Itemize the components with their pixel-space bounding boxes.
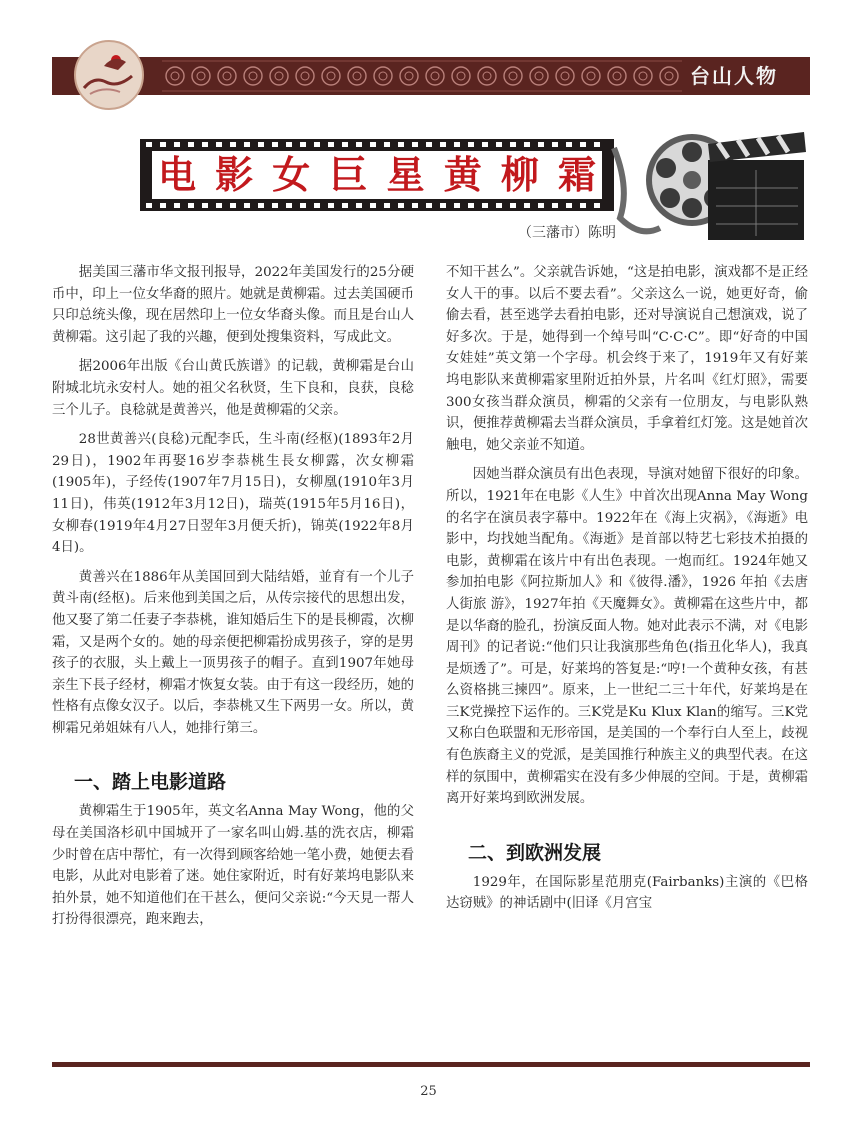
- film-reel-clapperboard-icon: [600, 118, 812, 263]
- right-column: [446, 262, 808, 923]
- title-char: 电: [158, 152, 197, 197]
- paragraph: 不知干甚么”。父亲就告诉她，“这是拍电影，演戏都不是正经女人干的事。以后不要去看”。父亲这么一说，她更好奇，偷偷去看，甚至逃学去看拍电影，还对导演说自己想演戏，说了好多次。于是，她得到一个绰号叫“C·C·C”。即“好奇的中国女娃娃”英文第一个字母。机会终于来了，1919年又有好莱坞电影队来黄柳霜家里附近拍外景，片名叫《红灯照》，需要300女孩当群众演员，柳霜的父亲有一位朋友，与电影队熟识，便推荐黄柳霜去当群众演员，手拿着红灯笼。这是她首次触电，她父亲並不知道。: [446, 265, 808, 453]
- paragraph: 据2006年出版《台山黄氏族谱》的记载，黄柳霜是台山附城北坑永安村人。她的祖父名秋贤，生下良和，良获，良稔三个儿子。良稔就是黄善兴，他是黄柳霜的父亲。: [52, 359, 414, 418]
- section-heading: 二、到欧洲发展: [468, 841, 602, 864]
- page-number: 25: [420, 1084, 437, 1099]
- paragraph: 1929年，在国际影星范朋克(Fairbanks)主演的《巴格达窃贼》的神话剧中(旧译《月宫宝: [446, 874, 808, 912]
- title-char: 黄: [443, 152, 482, 197]
- title-char: 影: [215, 152, 254, 197]
- paragraph: 28世黄善兴(良稔)元配李氏，生斗南(经枢)(1893年2月29日)，1902年再娶16岁李恭桃生長女柳露，次女柳霜(1905年)，子经传(1907年7月15日)，女柳凰(1910年3月11日)，伟英(1912年3月12日)，瑞英(1915年5月16日)，女柳春(1919年4月27日翌年3月便夭折)，锦英(1922年8月4日)。: [52, 432, 414, 556]
- left-column: [52, 262, 414, 939]
- phoenix-emblem-icon: [70, 36, 148, 114]
- ornament-pattern: [162, 57, 682, 95]
- paragraph: 黄善兴在1886年从美国回到大陆结婚，並育有一个儿子黄斗南(经枢)。后来他到美国之后，从传宗接代的思想出发，他又娶了第二任妻子李恭桃，谁知婚后生下的是長柳霞，次柳霜，又是两个女的。她的母亲便把柳霜扮成男孩子，穿的是男孩子的衣服，头上戴上一顶男孩子的帽子。直到1907年她母亲生下長子经材，柳霜才恢复女装。由于有这一段经历，她的性格有点像女汉子。以后，李恭桃又生下两男一女。所以，黄柳霜兄弟姐妹有八人，她排行第三。: [52, 569, 414, 736]
- paragraph: 据美国三藩市华文报刊报导，2022年美国发行的25分硬币中，印上一位女华裔的照片。她就是黄柳霜。过去美国硬币只印总统头像，现在居然印上一位女华裔头像。而且是台山人黄柳霜。这引起了我的兴趣，便到处搜集资料，写成此文。: [52, 265, 414, 345]
- author-byline: （三藩市）陈明: [518, 225, 616, 241]
- section-heading: 一、踏上电影道路: [74, 771, 227, 794]
- title-char: 霜: [557, 152, 596, 197]
- paragraph: 因她当群众演员有出色表现，导演对她留下很好的印象。所以，1921年在电影《人生》中首次出现Anna May Wong的名字在演员表字幕中。1922年在《海上灾祸》，《海逝》电影中，均找她当配角。《海逝》是首部以特艺七彩技术拍摄的电影，黄柳霜在该片中有出色表现。一炮而红。1924年她又参加拍电影《阿拉斯加人》和《彼得.潘》，1926 年拍《去唐人街旅 游》，1927年拍《天魔舞女》。黄柳霜在这些片中，都是以华裔的脸孔，扮演反面人物。她对此表示不满，对《电影周刊》的记者说:“他们只让我演那些角色(指丑化华人)，我真是烦透了”。可是，好莱坞的答复是:“哼!一个黄种女孩，有甚么资格挑三揀四”。原来，上一世纪二三十年代，好莱坞是在三K党操控下运作的。三K党是Ku Klux Klan的缩写。三K党又称白色联盟和无形帝国，是美国的一个奉行白人至上，歧视有色族裔主义的党派，是美国推行种族主义的典型代表。在这样的氛围中，黄柳霜实在没有多少伸展的空间。于是，黄柳霜离开好莱坞到欧洲发展。: [446, 467, 808, 807]
- title-char: 巨: [329, 152, 368, 197]
- title-char: 女: [272, 152, 311, 197]
- paragraph: 黄柳霜生于1905年，英文名Anna May Wong，他的父母在美国洛杉矶中国城开了一家名叫山姆.基的洗衣店，柳霜少时曾在店中帮忙，有一次得到顾客给她一笔小费，她便去看电影，从此对电影着了迷。她住家附近，时有好莱坞电影队来拍外景，她不知道他们在干甚么，便问父亲说:“今天見一帮人打扮得很漂亮，跑来跑去，: [52, 804, 414, 928]
- title-char: 星: [386, 152, 425, 197]
- article-title: [152, 151, 602, 199]
- title-char: 柳: [500, 152, 539, 197]
- section-tag: 台山人物: [690, 64, 778, 88]
- footer-bar: [52, 1062, 810, 1067]
